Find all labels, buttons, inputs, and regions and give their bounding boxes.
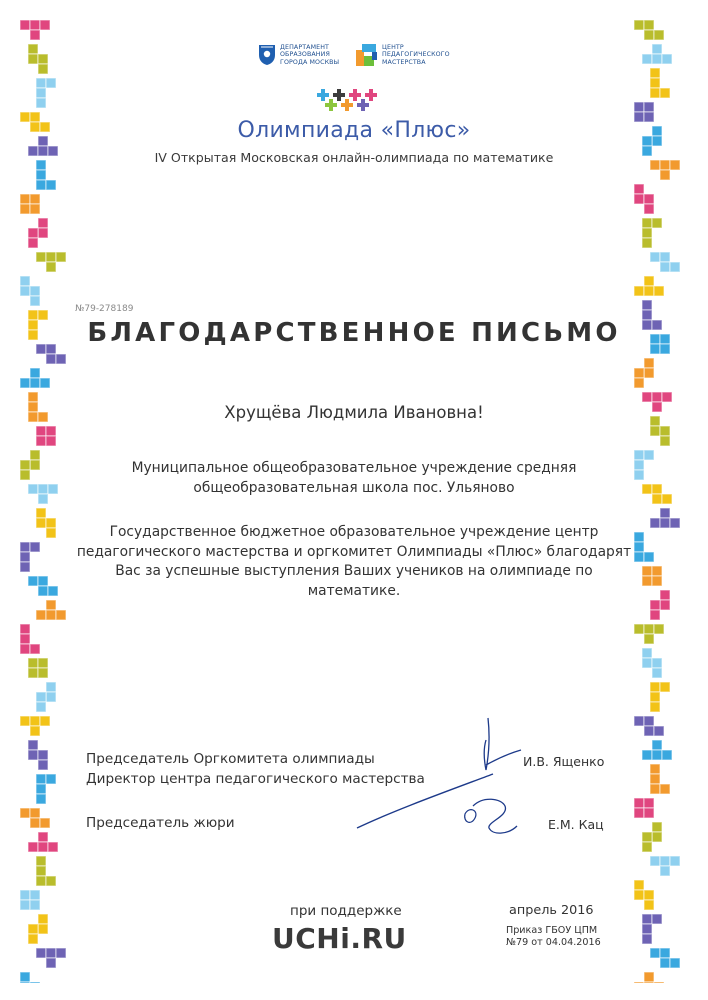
tetromino-cell [642, 842, 652, 852]
tetromino-cell [28, 750, 38, 760]
tetromino-cell [20, 644, 30, 654]
tetromino-tile [20, 716, 50, 736]
tetromino-cell [46, 692, 56, 702]
tetromino-cell [660, 784, 670, 794]
plus-icon-dark [333, 89, 345, 101]
tetromino-cell [642, 914, 652, 924]
tetromino-cell [30, 20, 40, 30]
cpm-logo [356, 44, 450, 68]
tetromino-cell [36, 866, 46, 876]
dept-logo-line-3: ГОРОДА МОСКВЫ [280, 58, 340, 66]
tetromino-cell [30, 194, 40, 204]
tetromino-cell [634, 982, 644, 983]
plus-icon-violet [357, 99, 369, 111]
tetromino-cell [46, 180, 56, 190]
tetromino-cell [46, 252, 56, 262]
tetromino-cell [46, 600, 56, 610]
thanks-line: Вас за успешные выступления Ваших учеников на олимпиаде по [115, 563, 593, 579]
tetromino-tile [642, 218, 662, 248]
tetromino-cell [670, 856, 680, 866]
plus-icon-green [325, 99, 337, 111]
cpm-logo-line-2: ПЕДАГОГИЧЕСКОГО [382, 51, 450, 59]
tetromino-cell [46, 682, 56, 692]
tetromino-tile [20, 890, 40, 910]
tetromino-tile [634, 880, 654, 910]
tetromino-cell [36, 78, 46, 88]
thanks-line: математике. [307, 582, 401, 599]
tetromino-cell [652, 44, 662, 54]
tetromino-cell [660, 436, 670, 446]
tetromino-cell [20, 808, 30, 818]
department-logo [258, 44, 339, 66]
tetromino-cell [38, 750, 48, 760]
tetromino-cell [36, 426, 46, 436]
tetromino-cell [36, 794, 46, 804]
jury-name: Е.М. Кац [548, 817, 604, 832]
tetromino-cell [642, 934, 652, 944]
tetromino-cell [28, 934, 38, 944]
tetromino-tile [20, 808, 50, 828]
thanks-line: педагогического мастерства и оргкомитет Олимпиады «Плюс» благодарят [76, 543, 632, 560]
tetromino-cell [644, 900, 654, 910]
tetromino-cell [56, 610, 66, 620]
tetromino-cell [56, 252, 66, 262]
tetromino-cell [36, 948, 46, 958]
tetromino-tile [634, 798, 654, 818]
tetromino-cell [642, 300, 652, 310]
tetromino-cell [46, 354, 56, 364]
tetromino-cell [662, 750, 672, 760]
tetromino-cell [642, 54, 652, 64]
tetromino-tile [36, 252, 66, 272]
tetromino-cell [660, 682, 670, 692]
tetromino-cell [30, 890, 40, 900]
tetromino-cell [36, 180, 46, 190]
plus-icon-blue [317, 89, 329, 101]
plus-icon-orange [341, 99, 353, 111]
tetromino-cell [38, 54, 48, 64]
tetromino-cell [40, 378, 50, 388]
tetromino-cell [40, 818, 50, 828]
tetromino-cell [650, 88, 660, 98]
tetromino-cell [20, 194, 30, 204]
tetromino-cell [650, 252, 660, 262]
tetromino-cell [634, 890, 644, 900]
tetromino-cell [634, 368, 644, 378]
tetromino-cell [634, 880, 644, 890]
tetromino-cell [38, 914, 48, 924]
tetromino-cell [654, 982, 664, 983]
tetromino-tile [20, 194, 40, 214]
tetromino-tile [20, 624, 40, 654]
olympiad-plus-logo [313, 86, 385, 114]
tetromino-tile [36, 856, 56, 886]
tetromino-cell [634, 378, 644, 388]
tetromino-cell [46, 426, 56, 436]
tetromino-tile [634, 358, 654, 388]
tetromino-tile [36, 78, 56, 108]
tetromino-cell [634, 808, 644, 818]
dept-logo-line-2: ОБРАЗОВАНИЯ [280, 51, 330, 59]
tetromino-cell [40, 716, 50, 726]
tetromino-tile [650, 68, 670, 98]
tetromino-cell [28, 924, 38, 934]
tetromino-cell [644, 808, 654, 818]
tetromino-tile [642, 44, 672, 64]
tetromino-cell [652, 750, 662, 760]
tetromino-cell [30, 296, 40, 306]
tetromino-cell [36, 88, 46, 98]
tetromino-cell [38, 64, 48, 74]
tetromino-cell [642, 750, 652, 760]
tetromino-cell [654, 624, 664, 634]
tetromino-cell [20, 972, 30, 982]
tetromino-cell [642, 658, 652, 668]
plus-icon-pink [349, 89, 361, 101]
chair-title-line-1: Председатель Оргкомитета олимпиады [86, 751, 375, 767]
tetromino-cell [30, 900, 40, 910]
tetromino-cell [660, 866, 670, 876]
tetromino-cell [634, 286, 644, 296]
tetromino-cell [36, 170, 46, 180]
tetromino-cell [652, 822, 662, 832]
tetromino-cell [28, 842, 38, 852]
tetromino-tile [650, 948, 680, 968]
tetromino-cell [38, 668, 48, 678]
tetromino-cell [642, 924, 652, 934]
tetromino-cell [660, 252, 670, 262]
tetromino-cell [644, 634, 654, 644]
tetromino-cell [670, 958, 680, 968]
tetromino-cell [38, 658, 48, 668]
tetromino-cell [46, 78, 56, 88]
moscow-emblem-icon [258, 44, 276, 66]
tetromino-cell [36, 508, 46, 518]
cpm-cube-icon [356, 44, 378, 68]
olympiad-title: Олимпиада «Плюс» [237, 118, 471, 143]
tetromino-cell [644, 358, 654, 368]
tetromino-tile [642, 914, 662, 944]
tetromino-cell [36, 774, 46, 784]
tetromino-cell [644, 798, 654, 808]
tetromino-cell [650, 764, 660, 774]
tetromino-cell [642, 238, 652, 248]
tetromino-cell [660, 170, 670, 180]
tetromino-tile [634, 716, 664, 736]
tetromino-cell [30, 286, 40, 296]
tetromino-cell [28, 54, 38, 64]
tetromino-cell [56, 354, 66, 364]
tetromino-tile [36, 682, 56, 712]
tetromino-cell [644, 726, 654, 736]
tetromino-cell [652, 740, 662, 750]
tetromino-cell [660, 262, 670, 272]
tetromino-cell [644, 102, 654, 112]
school-line: Муниципальное общеобразовательное учреждение средняя [131, 460, 577, 476]
tetromino-tile [650, 764, 670, 794]
tetromino-cell [642, 832, 652, 842]
tetromino-cell [644, 624, 654, 634]
tetromino-cell [36, 610, 46, 620]
tetromino-tile [36, 774, 56, 804]
tetromino-cell [660, 600, 670, 610]
tetromino-cell [48, 842, 58, 852]
tetromino-cell [38, 842, 48, 852]
tetromino-cell [654, 286, 664, 296]
sponsor-logo: UCHi.RU [272, 922, 407, 955]
school-paragraph [0, 458, 708, 498]
tetromino-tile [20, 972, 40, 983]
tetromino-cell [670, 262, 680, 272]
tetromino-cell [660, 948, 670, 958]
tetromino-cell [46, 610, 56, 620]
tetromino-cell [660, 958, 670, 968]
tetromino-cell [20, 900, 30, 910]
order-line: Приказ ГБОУ ЦПМ [506, 925, 598, 936]
tetromino-cell [46, 262, 56, 272]
tetromino-cell [20, 890, 30, 900]
tetromino-cell [30, 726, 40, 736]
tetromino-cell [650, 68, 660, 78]
recipient-name: Хрущёва Людмила Ивановна! [224, 403, 484, 422]
tetromino-tile [650, 856, 680, 876]
tetromino-cell [644, 890, 654, 900]
tetromino-tile [642, 822, 662, 852]
tetromino-cell [36, 692, 46, 702]
tetromino-cell [20, 378, 30, 388]
tetromino-cell [650, 774, 660, 784]
tetromino-cell [46, 958, 56, 968]
order-reference [506, 925, 601, 949]
tetromino-cell [28, 668, 38, 678]
order-line: №79 от 04.04.2016 [506, 937, 601, 948]
tetromino-cell [652, 832, 662, 842]
tetromino-cell [36, 252, 46, 262]
tetromino-cell [36, 856, 46, 866]
tetromino-cell [46, 876, 56, 886]
tetromino-cell [46, 436, 56, 446]
tetromino-tile [28, 740, 48, 770]
tetromino-cell [36, 784, 46, 794]
tetromino-cell [660, 856, 670, 866]
olympiad-subtitle: IV Открытая Московская онлайн-олимпиада по математике [154, 150, 554, 165]
tetromino-cell [644, 972, 654, 982]
tetromino-cell [652, 668, 662, 678]
tetromino-cell [40, 20, 50, 30]
tetromino-cell [650, 856, 660, 866]
thanks-line: Государственное бюджетное образовательное учреждение центр [109, 524, 599, 540]
tetromino-cell [38, 924, 48, 934]
tetromino-cell [36, 436, 46, 446]
letter-serial-number: №79-278189 [75, 304, 134, 314]
tetromino-tile [642, 648, 662, 678]
tetromino-cell [662, 54, 672, 64]
tetromino-cell [20, 982, 30, 983]
tetromino-cell [634, 102, 644, 112]
tetromino-tile [20, 276, 40, 306]
tetromino-cell [36, 876, 46, 886]
tetromino-cell [650, 426, 660, 436]
tetromino-cell [644, 286, 654, 296]
tetromino-cell [20, 286, 30, 296]
header-logos [258, 44, 468, 80]
tetromino-tile [650, 682, 670, 712]
tetromino-tile [634, 20, 664, 40]
handwritten-signatures [355, 710, 525, 845]
letter-heading: БЛАГОДАРСТВЕННОЕ ПИСЬМО [87, 318, 621, 348]
tetromino-cell [662, 392, 672, 402]
tetromino-cell [644, 20, 654, 30]
dept-logo-line-1: ДЕПАРТАМЕНТ [280, 44, 329, 51]
tetromino-cell [30, 982, 40, 983]
plus-icon-pink-2 [365, 89, 377, 101]
tetromino-cell [650, 682, 660, 692]
jury-title: Председатель жюри [86, 815, 235, 831]
tetromino-cell [46, 774, 56, 784]
tetromino-tile [36, 600, 66, 620]
tetromino-cell [20, 716, 30, 726]
tetromino-cell [644, 368, 654, 378]
tetromino-cell [660, 508, 670, 518]
tetromino-cell [644, 204, 654, 214]
tetromino-cell [30, 644, 40, 654]
tetromino-cell [634, 194, 644, 204]
tetromino-tile [28, 914, 48, 944]
tetromino-tile [28, 832, 58, 852]
tetromino-cell [650, 600, 660, 610]
tetromino-cell [650, 948, 660, 958]
tetromino-tile [634, 184, 654, 214]
tetromino-cell [20, 20, 30, 30]
tetromino-cell [634, 798, 644, 808]
tetromino-cell [28, 392, 38, 402]
tetromino-cell [634, 184, 644, 194]
tetromino-cell [56, 948, 66, 958]
tetromino-cell [650, 610, 660, 620]
tetromino-cell [644, 716, 654, 726]
tetromino-cell [642, 228, 652, 238]
tetromino-tile [634, 276, 664, 296]
tetromino-cell [30, 204, 40, 214]
tetromino-cell [20, 634, 30, 644]
tetromino-cell [634, 624, 644, 634]
tetromino-tile [36, 426, 56, 446]
support-caption: при поддержке [290, 903, 402, 919]
tetromino-cell [660, 426, 670, 436]
tetromino-cell [20, 204, 30, 214]
tetromino-cell [654, 726, 664, 736]
tetromino-cell [30, 818, 40, 828]
tetromino-tile [28, 218, 48, 248]
tetromino-cell [20, 624, 30, 634]
tetromino-tile [634, 624, 664, 644]
tetromino-cell [642, 392, 652, 402]
tetromino-cell [30, 378, 40, 388]
tetromino-cell [642, 218, 652, 228]
tetromino-cell [30, 808, 40, 818]
tetromino-cell [28, 228, 38, 238]
tetromino-cell [644, 194, 654, 204]
tetromino-cell [644, 30, 654, 40]
tetromino-tile [650, 252, 680, 272]
tetromino-cell [652, 218, 662, 228]
tetromino-cell [650, 692, 660, 702]
tetromino-cell [644, 982, 654, 983]
tetromino-cell [28, 44, 38, 54]
tetromino-tile [28, 44, 48, 74]
tetromino-cell [28, 658, 38, 668]
tetromino-cell [652, 392, 662, 402]
tetromino-cell [20, 276, 30, 286]
tetromino-cell [634, 20, 644, 30]
tetromino-cell [30, 716, 40, 726]
tetromino-cell [38, 218, 48, 228]
tetromino-cell [652, 54, 662, 64]
tetromino-cell [650, 702, 660, 712]
school-line: общеобразовательная школа пос. Ульяново [193, 480, 515, 496]
chair-name: И.В. Ященко [523, 754, 605, 769]
tetromino-cell [642, 648, 652, 658]
tetromino-cell [28, 740, 38, 750]
tetromino-cell [654, 30, 664, 40]
tetromino-cell [652, 658, 662, 668]
issue-date: апрель 2016 [509, 903, 594, 918]
tetromino-cell [46, 948, 56, 958]
tetromino-cell [650, 78, 660, 88]
tetromino-cell [36, 702, 46, 712]
cpm-logo-line-1: ЦЕНТР [382, 44, 404, 51]
tetromino-cell [652, 914, 662, 924]
thanks-paragraph [0, 523, 708, 601]
tetromino-tile [36, 948, 66, 968]
tetromino-cell [30, 368, 40, 378]
tetromino-cell [650, 784, 660, 794]
tetromino-cell [634, 716, 644, 726]
tetromino-tile [634, 972, 664, 983]
tetromino-cell [644, 276, 654, 286]
tetromino-cell [38, 760, 48, 770]
tetromino-tile [28, 658, 48, 678]
tetromino-cell [660, 88, 670, 98]
tetromino-tile [20, 20, 50, 40]
chair-title-line-2: Директор центра педагогического мастерства [86, 771, 425, 787]
tetromino-cell [28, 238, 38, 248]
tetromino-cell [38, 832, 48, 842]
tetromino-tile [642, 740, 672, 760]
tetromino-tile [20, 368, 50, 388]
cpm-logo-line-3: МАСТЕРСТВА [382, 58, 426, 66]
tetromino-cell [36, 98, 46, 108]
tetromino-cell [30, 30, 40, 40]
tetromino-cell [38, 228, 48, 238]
